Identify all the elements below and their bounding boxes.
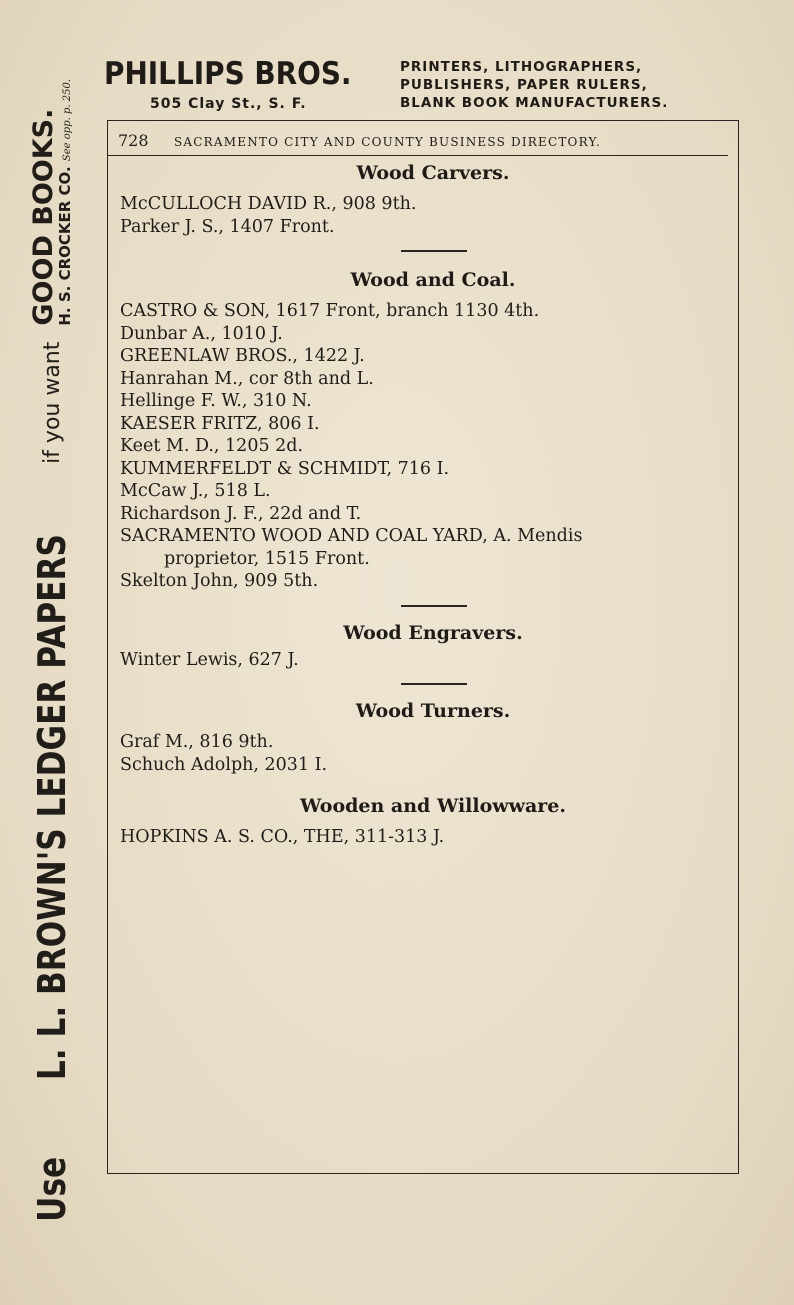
- side-see-opp: See opp. p. 250.: [62, 79, 74, 162]
- header-services: [400, 58, 668, 112]
- header-service-line: PUBLISHERS, PAPER RULERS,: [400, 77, 648, 93]
- directory-entry: Skelton John, 909 5th.: [120, 571, 319, 591]
- directory-entry-continuation: proprietor, 1515 Front.: [164, 548, 370, 569]
- header-service-line: BLANK BOOK MANUFACTURERS.: [400, 95, 669, 111]
- directory-entry: Keet M. D., 1205 2d.: [120, 436, 304, 456]
- directory-entry: KAESER FRITZ, 806 I.: [120, 413, 320, 434]
- side-if-you-want: if you want: [39, 341, 65, 464]
- section-divider: [401, 250, 467, 252]
- directory-entry: Hanrahan M., cor 8th and L.: [120, 368, 374, 389]
- side-advertisement: [0, 0, 100, 1305]
- side-crocker: H. S. CROCKER CO.: [56, 166, 75, 326]
- directory-entry: Schuch Adolph, 2031 I.: [120, 754, 328, 775]
- header-service-line: PRINTERS, LITHOGRAPHERS,: [400, 59, 643, 75]
- side-crocker-line: [58, 79, 74, 326]
- directory-entry: Richardson J. F., 22d and T.: [120, 503, 362, 524]
- directory-entry: Graf M., 816 9th.: [120, 732, 274, 752]
- directory-entry: McCULLOCH DAVID R., 908 9th.: [120, 194, 417, 214]
- side-use-word: Use: [30, 1156, 74, 1222]
- running-head: [108, 121, 728, 156]
- section-divider: [401, 683, 467, 685]
- running-head-title: SACRAMENTO CITY AND COUNTY BUSINESS DIRECTORY.: [174, 135, 602, 149]
- directory-entry: Hellinge F. W., 310 N.: [120, 391, 312, 411]
- directory-entry: HOPKINS A. S. CO., THE, 311-313 J.: [120, 827, 445, 847]
- directory-entry: CASTRO & SON, 1617 Front, branch 1130 4th.: [120, 301, 540, 321]
- directory-entry: KUMMERFELDT & SCHMIDT, 716 I.: [120, 458, 450, 479]
- side-stack: [27, 79, 75, 326]
- directory-entry: Dunbar A., 1010 J.: [120, 323, 283, 344]
- side-brand: L. L. BROWN'S LEDGER PAPERS: [30, 533, 74, 1080]
- side-good-books: GOOD BOOKS.: [27, 108, 59, 326]
- directory-entry: Parker J. S., 1407 Front.: [120, 216, 335, 237]
- side-advertisement-text: [27, 79, 75, 1229]
- directory-frame: [107, 120, 739, 1174]
- section-title-wooden-willowware: Wooden and Willowware.: [299, 795, 567, 817]
- section-title-wood-engravers: Wood Engravers.: [343, 621, 523, 644]
- page-number: 728: [118, 131, 149, 150]
- header-address: 505 Clay St., S. F.: [150, 96, 307, 112]
- directory-entry: McCaw J., 518 L.: [120, 481, 271, 501]
- header-brand: PHILLIPS BROS.: [104, 56, 352, 92]
- section-divider: [401, 605, 467, 607]
- directory-entry: GREENLAW BROS., 1422 J.: [120, 346, 365, 366]
- directory-content: [120, 161, 724, 849]
- section-title-wood-and-coal: Wood and Coal.: [350, 269, 516, 291]
- directory-entry: Winter Lewis, 627 J.: [120, 649, 299, 670]
- directory-entry: SACRAMENTO WOOD AND COAL YARD, A. Mendis: [120, 526, 583, 546]
- header-advertisement: [104, 52, 714, 118]
- section-title-wood-carvers: Wood Carvers.: [356, 162, 510, 184]
- section-title-wood-turners: Wood Turners.: [355, 700, 511, 722]
